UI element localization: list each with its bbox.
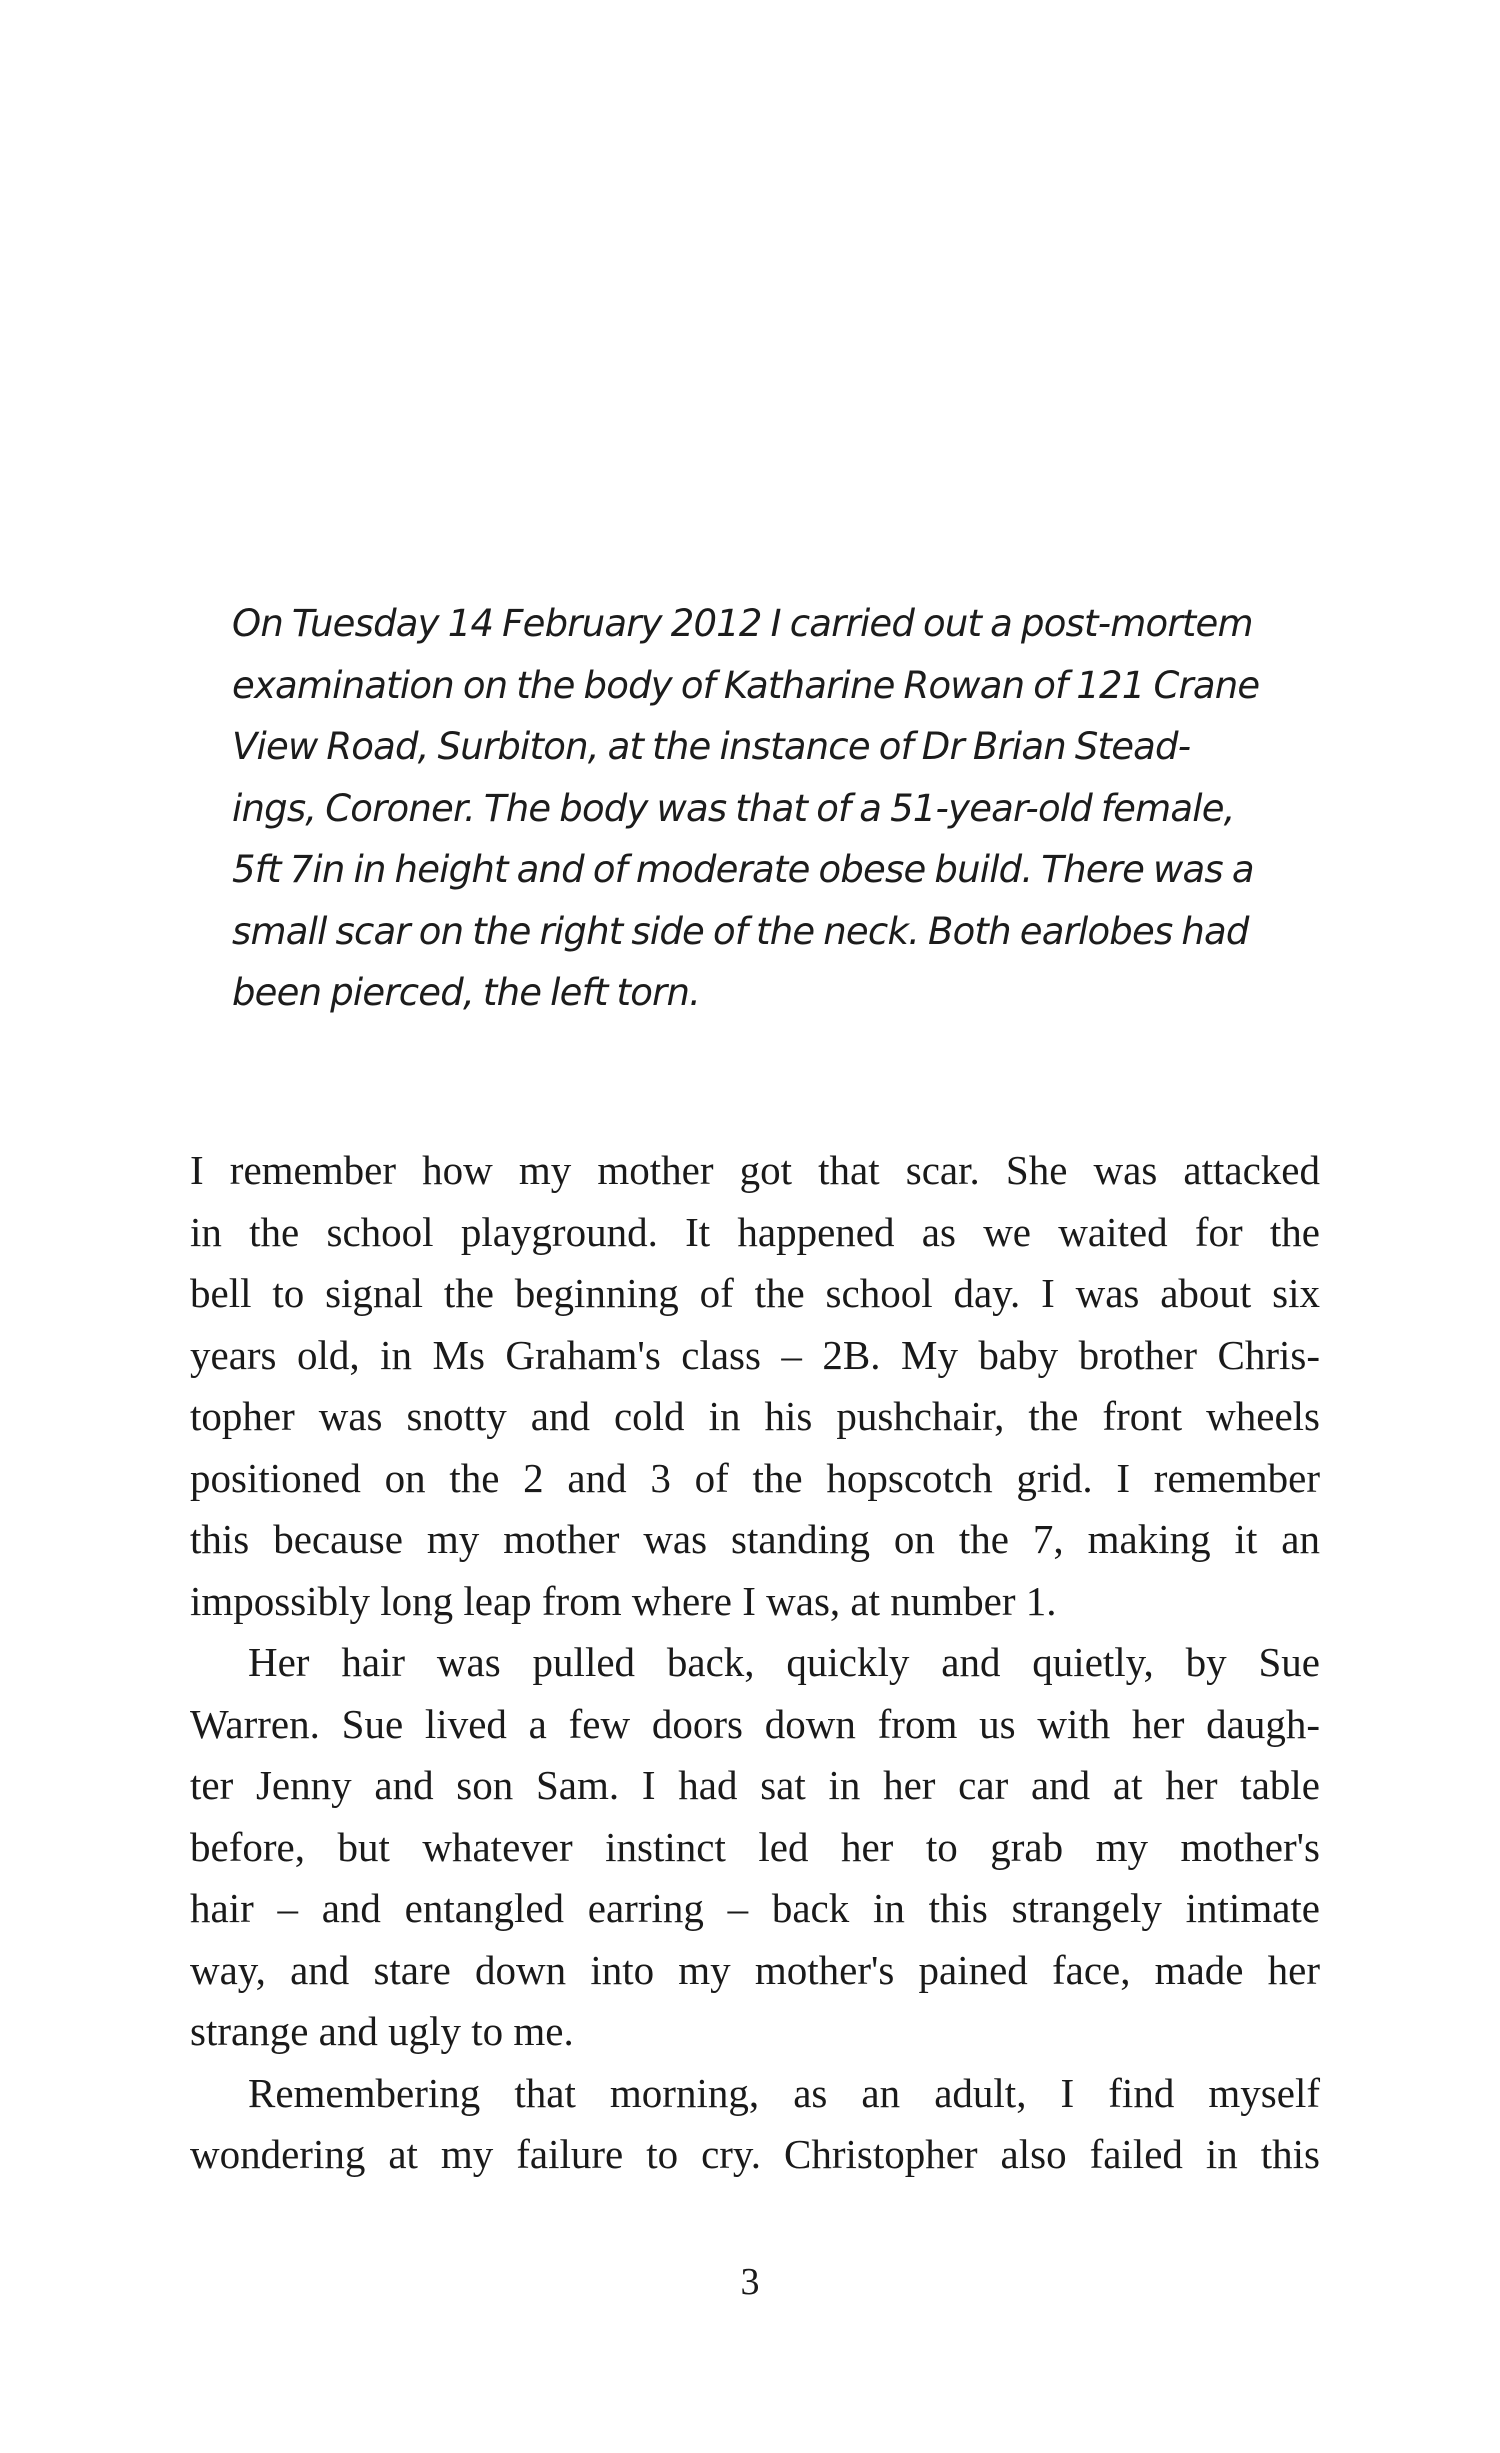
epigraph-line: 5ft 7in in height and of moderate obese build. There was a (232, 848, 1254, 891)
body-line-paragraph-start: Remembering that morning, as an adult, I find myself (248, 2069, 1320, 2116)
epigraph-line: small scar on the right side of the neck. Both earlobes had (232, 909, 1249, 953)
epigraph-line: been pierced, the left torn. (232, 971, 701, 1014)
body-line: wondering at my failure to cry. Christopher also failed in this (190, 2131, 1320, 2177)
epigraph-line: On Tuesday 14 February 2012 I carried out a post-mortem (232, 602, 1253, 645)
epigraph-autopsy-report (232, 593, 1312, 1024)
body-line: this because my mother was standing on the 7, making it an (190, 1516, 1320, 1562)
body-line: years old, in Ms Graham's class – 2B. My baby brother Chris- (190, 1331, 1320, 1378)
body-line: Warren. Sue lived a few doors down from us with her daugh- (190, 1700, 1320, 1747)
body-line: impossibly long leap from where I was, at number 1. (190, 1577, 1057, 1624)
body-line: way, and stare down into my mother's pained face, made her (190, 1946, 1320, 1993)
body-line: hair – and entangled earring – back in this strangely intimate (190, 1885, 1320, 1931)
body-line: I remember how my mother got that scar. She was attacked (190, 1147, 1320, 1193)
body-line: positioned on the 2 and 3 of the hopscotch grid. I remember (190, 1454, 1320, 1501)
body-line-paragraph-start: Her hair was pulled back, quickly and quietly, by Sue (248, 1639, 1320, 1685)
body-text (190, 1140, 1320, 2186)
body-line: bell to signal the beginning of the school day. I was about six (190, 1270, 1320, 1316)
body-line: before, but whatever instinct led her to grab my mother's (190, 1823, 1320, 1870)
epigraph-line: examination on the body of Katharine Rowan of 121 Crane (232, 663, 1260, 707)
body-line: in the school playground. It happened as we waited for the (190, 1208, 1320, 1255)
page-number: 3 (740, 2261, 760, 2303)
body-line: ter Jenny and son Sam. I had sat in her car and at her table (190, 1762, 1320, 1808)
epigraph-line: ings, Coroner. The body was that of a 51-year-old female, (232, 786, 1235, 830)
epigraph-line: View Road, Surbiton, at the instance of Dr Brian Stead- (232, 725, 1191, 768)
body-line: topher was snotty and cold in his pushchair, the front wheels (190, 1393, 1320, 1439)
body-line: strange and ugly to me. (190, 2008, 574, 2054)
